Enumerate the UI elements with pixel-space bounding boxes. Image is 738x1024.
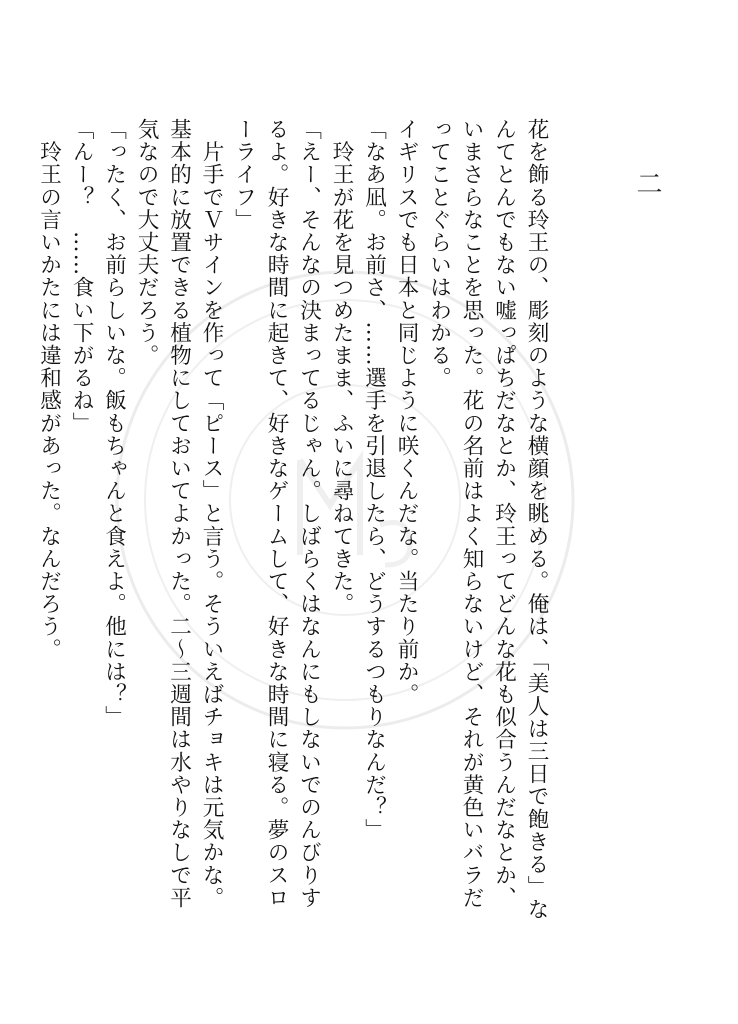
paragraph: 「んー？ ……食い下がるね」 xyxy=(69,118,94,435)
paragraph: 片手でＶサインを作って「ピース」と言う。そういえばチョキは元気かな。基本的に放置できる植物にしておいてよかった。二〜三週間は水やりなしで平気なので大丈夫だろう。 xyxy=(134,118,224,909)
paragraph: 「なあ凪。お前さ、……選手を引退したら、どうするつもりなんだ？」 xyxy=(361,118,387,842)
body-text xyxy=(32,118,552,928)
paragraph: 玲王の言いかたには違和感があった。なんだろう。 xyxy=(36,118,62,661)
paragraph: 「えー、そんなの決まってるじゃん。しばらくはなんにもしないでのんびりするよ。好きな時間に起きて、好きなゲームして、好きな時間に寝る。夢のスローライフ」 xyxy=(231,118,322,909)
paragraph: イギリスでも日本と同じように咲くんだな。当たり前か。 xyxy=(394,118,419,706)
chapter-heading: 二 xyxy=(632,170,662,200)
paragraph: 花を飾る玲王の、彫刻のような横顔を眺める。俺は、「美人は三日で飽きる」なんてとんでもない嘘っぱちだなとか、玲王ってどんな花も似合うんだなとか、いまさらなことを思った。花の名前はよく知らないけど、それが黄色いバラだってことぐらいはわかる。 xyxy=(426,118,549,921)
paragraph: 玲王が花を見つめたまま、ふいに尋ねてきた。 xyxy=(329,118,354,616)
paragraph: 「ったく、お前らしいな。飯もちゃんと食えよ。他には？」 xyxy=(101,118,127,729)
